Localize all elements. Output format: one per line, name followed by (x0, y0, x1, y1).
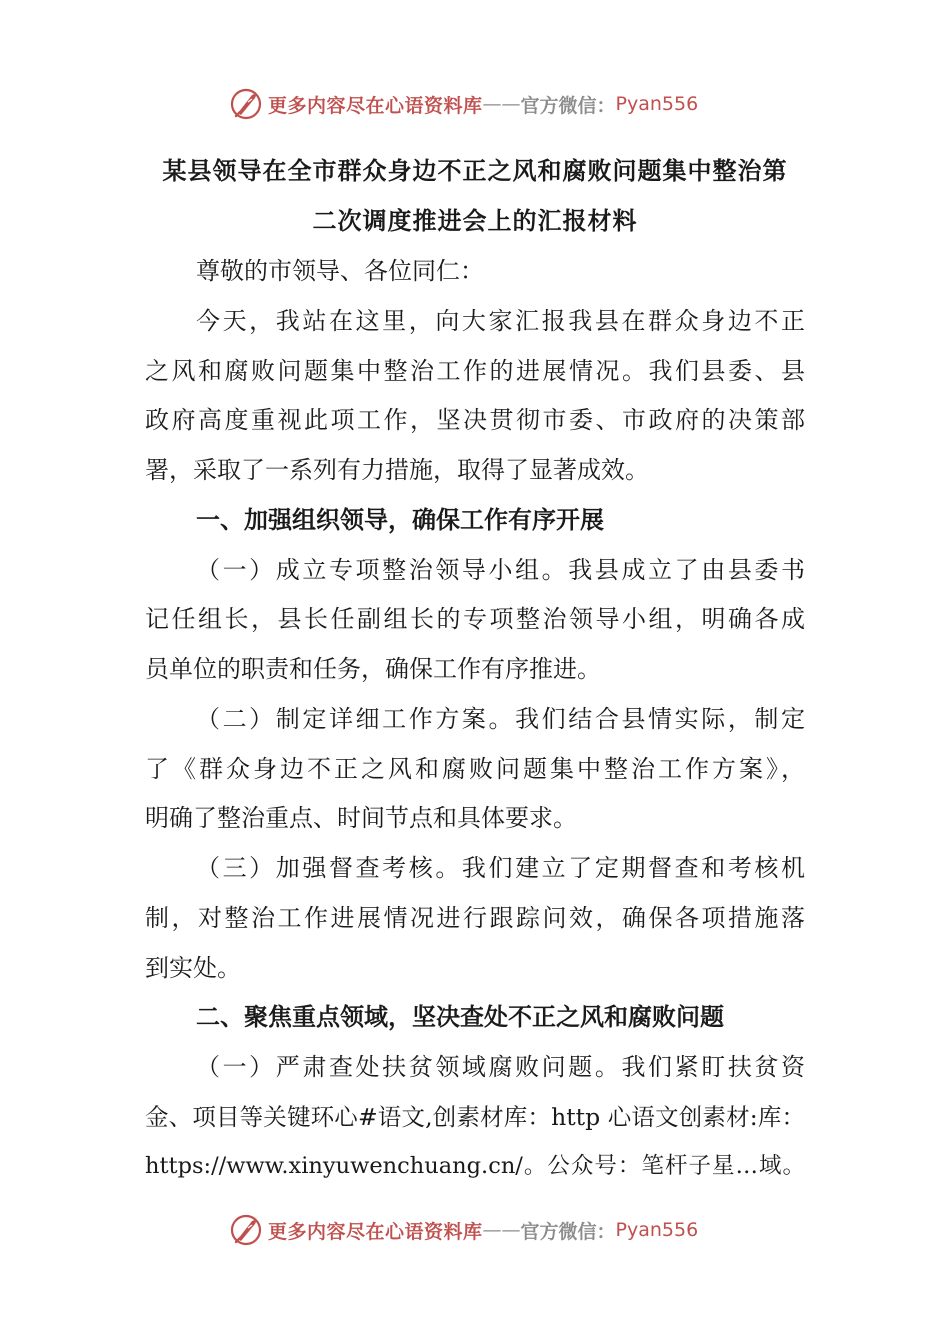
watermark-separator: — (501, 1219, 521, 1241)
paragraph-line: 之风和腐败问题集中整治工作的进展情况。我们县委、县 (145, 357, 805, 385)
watermark-brand: 更多内容尽在心语资料库 (268, 1220, 483, 1243)
paragraph-line: 今天，我站在这里，向大家汇报我县在群众身边不正 (196, 307, 805, 335)
paragraph-line: 制，对整治工作进展情况进行跟踪问效，确保各项措施落 (145, 904, 805, 932)
quill-pen-logo-icon (228, 86, 264, 122)
paragraph-line: （一）成立专项整治领导小组。我县成立了由县委书 (196, 556, 805, 584)
watermark-banner-bottom (228, 1210, 698, 1250)
watermark-label: 官方微信： (520, 1220, 616, 1243)
paragraph-line: 明确了整治重点、时间节点和具体要求。 (145, 804, 577, 832)
paragraph-line: （二）制定详细工作方案。我们结合县情实际，制定 (196, 705, 805, 733)
paragraph-line: https://www.xinyuwenchuang.cn/。公众号：笔杆子星…域。 (145, 1153, 805, 1179)
section-heading-2: 二、聚焦重点领域，坚决查处不正之风和腐败问题 (196, 1002, 724, 1031)
paragraph-line: 政府高度重视此项工作，坚决贯彻市委、市政府的决策部 (145, 406, 805, 434)
watermark-label: 官方微信： (520, 94, 616, 117)
section-heading-1: 一、加强组织领导，确保工作有序开展 (196, 505, 604, 534)
document-title-line-1: 某县领导在全市群众身边不正之风和腐败问题集中整治第 (162, 156, 788, 185)
paragraph-line: 记任组长，县长任副组长的专项整治领导小组，明确各成 (145, 605, 805, 633)
watermark-brand: 更多内容尽在心语资料库 (268, 94, 483, 117)
watermark-wechat-id: Pyan556 (615, 93, 699, 115)
watermark-banner-top (228, 84, 698, 124)
watermark-wechat-id: Pyan556 (615, 1219, 699, 1241)
paragraph-line: 员单位的职责和任务，确保工作有序推进。 (145, 655, 601, 683)
paragraph-line: 了《群众身边不正之风和腐败问题集中整治工作方案》， (145, 755, 805, 783)
watermark-separator: — (482, 93, 502, 115)
paragraph-line: 金、项目等关键环心#语文,创素材库：http 心语文创素材:库： (145, 1103, 805, 1131)
watermark-separator: — (501, 93, 521, 115)
paragraph-line: 到实处。 (145, 954, 241, 982)
paragraph-line: （一）严肃查处扶贫领域腐败问题。我们紧盯扶贫资 (196, 1053, 805, 1081)
quill-pen-logo-icon (228, 1212, 264, 1248)
salutation: 尊敬的市领导、各位同仁： (196, 257, 484, 285)
paragraph-line: （三）加强督查考核。我们建立了定期督查和考核机 (196, 854, 805, 882)
document-title-line-2: 二次调度推进会上的汇报材料 (312, 206, 638, 235)
paragraph-line: 署，采取了一系列有力措施，取得了显著成效。 (145, 456, 649, 484)
watermark-separator: — (482, 1219, 502, 1241)
